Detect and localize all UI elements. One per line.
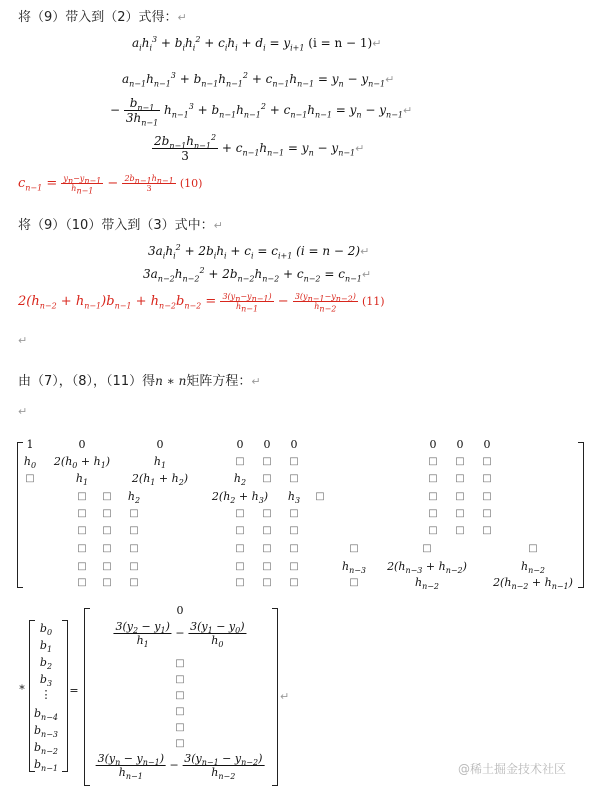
rhs-right-bracket <box>272 608 278 786</box>
watermark: @稀土掘金技术社区 <box>458 762 567 776</box>
empty-line-2: ↵ <box>18 405 28 418</box>
equation-1: $a_ih_i^3 + b_ih_i^2 + c_ih_i + d_i = y_{i+1}$ (i = n − 1)↵ <box>132 35 382 53</box>
equation-2: $a_{n-1}h_{n-1}^3 + b_{n-1}h_{n-1}^2 + c_{n-1}h_{n-1} = y_n$ − $y_{n-1}↵$ <box>122 71 395 89</box>
intro-text-1: 将（9）带入到（2）式得：↵ <box>18 10 187 25</box>
intro-text-3: 由（7），（8），（11）得n ∗ n矩阵方程：↵ <box>18 374 261 389</box>
equation-10: $c_{n-1}$ = $\frac{y_n-y_{n-1}}{h_{n-1}}$ − $\frac{2b_{n-1}h_{n-1}}{3}$ (10) <box>18 174 203 196</box>
b-vector-right-bracket <box>62 620 68 772</box>
coefficient-matrix: 1 0 0 0 0 0 0 0 0 $h_0$ $2(h_0 + h_1)$ $h_1$ □ □ □ □ □ □ □ $h_1$ $2(h_1 + h_2)$ $h_2$ □ □ □ □ □ □ □ $h_2$ $2(h_2 + h_3)$ $h_3$ □ □ □ □ □ □ □ □ □ □ □ □ □ □ □ □ □ □ □ □ □ □ □ □ □ □ □ □ □ □ □ □ □ □ □ □ □ $h_{n-3}$ $2(h_{n-3} + h_{n-2})$ $h_{n-2}$ □ □ □ □ □ □ □ $h_{n-2}$ $2(h_{n-2} + h_{n-1})$ <box>0 0 589 600</box>
equation-9: $3a_{n-2}h_{n-2}^2 + 2b_{n-2}h_{n-2} + c_{n-2}$ = $c_{n-1}↵$ <box>143 266 372 284</box>
equation-3: − $\frac{b_{n-1}}{3h_{n-1}}$ $h_{n-1}^3 + b_{n-1}h_{n-1}^2 + c_{n-1}h_{n-1} = y_n$ − $y_{n-1}↵$ <box>110 96 413 128</box>
vector-equation: * $b_0$ $b_1$ $b_2$ $b_3$ ⋮ $b_{n-4}$ $b_{n-3}$ $b_{n-2}$ $b_{n-1}$ = 0 $\frac{3(y_2 - y_1)}{h_1}$ − $\frac{3(y_1 - y_0)}{h_0}$ □ □ □ □ □ □ $\frac{3(y_n - y_{n-1})}{h_{n-1}}$ − $\frac{3(y_{n-1} - y_{n-2})}{h_{n-2}}$ ↵ <box>0 0 589 794</box>
equation-11: $2(h_{n-2} + h_{n-1})b_{n-1} + h_{n-2}b_{n-2}$ = $\frac{3(y_n-y_{n-1})}{h_{n-1}}$ − $\frac{3(y_{n-1}-y_{n-2})}{h_{n-2}}$ (11) <box>18 292 385 314</box>
rhs-left-bracket <box>84 608 90 786</box>
intro-text-2: 将（9）（10）带入到（3）式中：↵ <box>18 218 223 233</box>
equation-8: $3a_ih_i^2 + 2b_ih_i + c_i = c_{i+1}$ (i = n − 2)↵ <box>148 243 370 261</box>
equation-4: $\frac{2b_{n-1}h_{n-1}^2}{3}$ + $c_{n-1}h_{n-1} = y_n$ − $y_{n-1}↵$ <box>154 133 365 163</box>
empty-line-1: ↵ <box>18 334 28 347</box>
